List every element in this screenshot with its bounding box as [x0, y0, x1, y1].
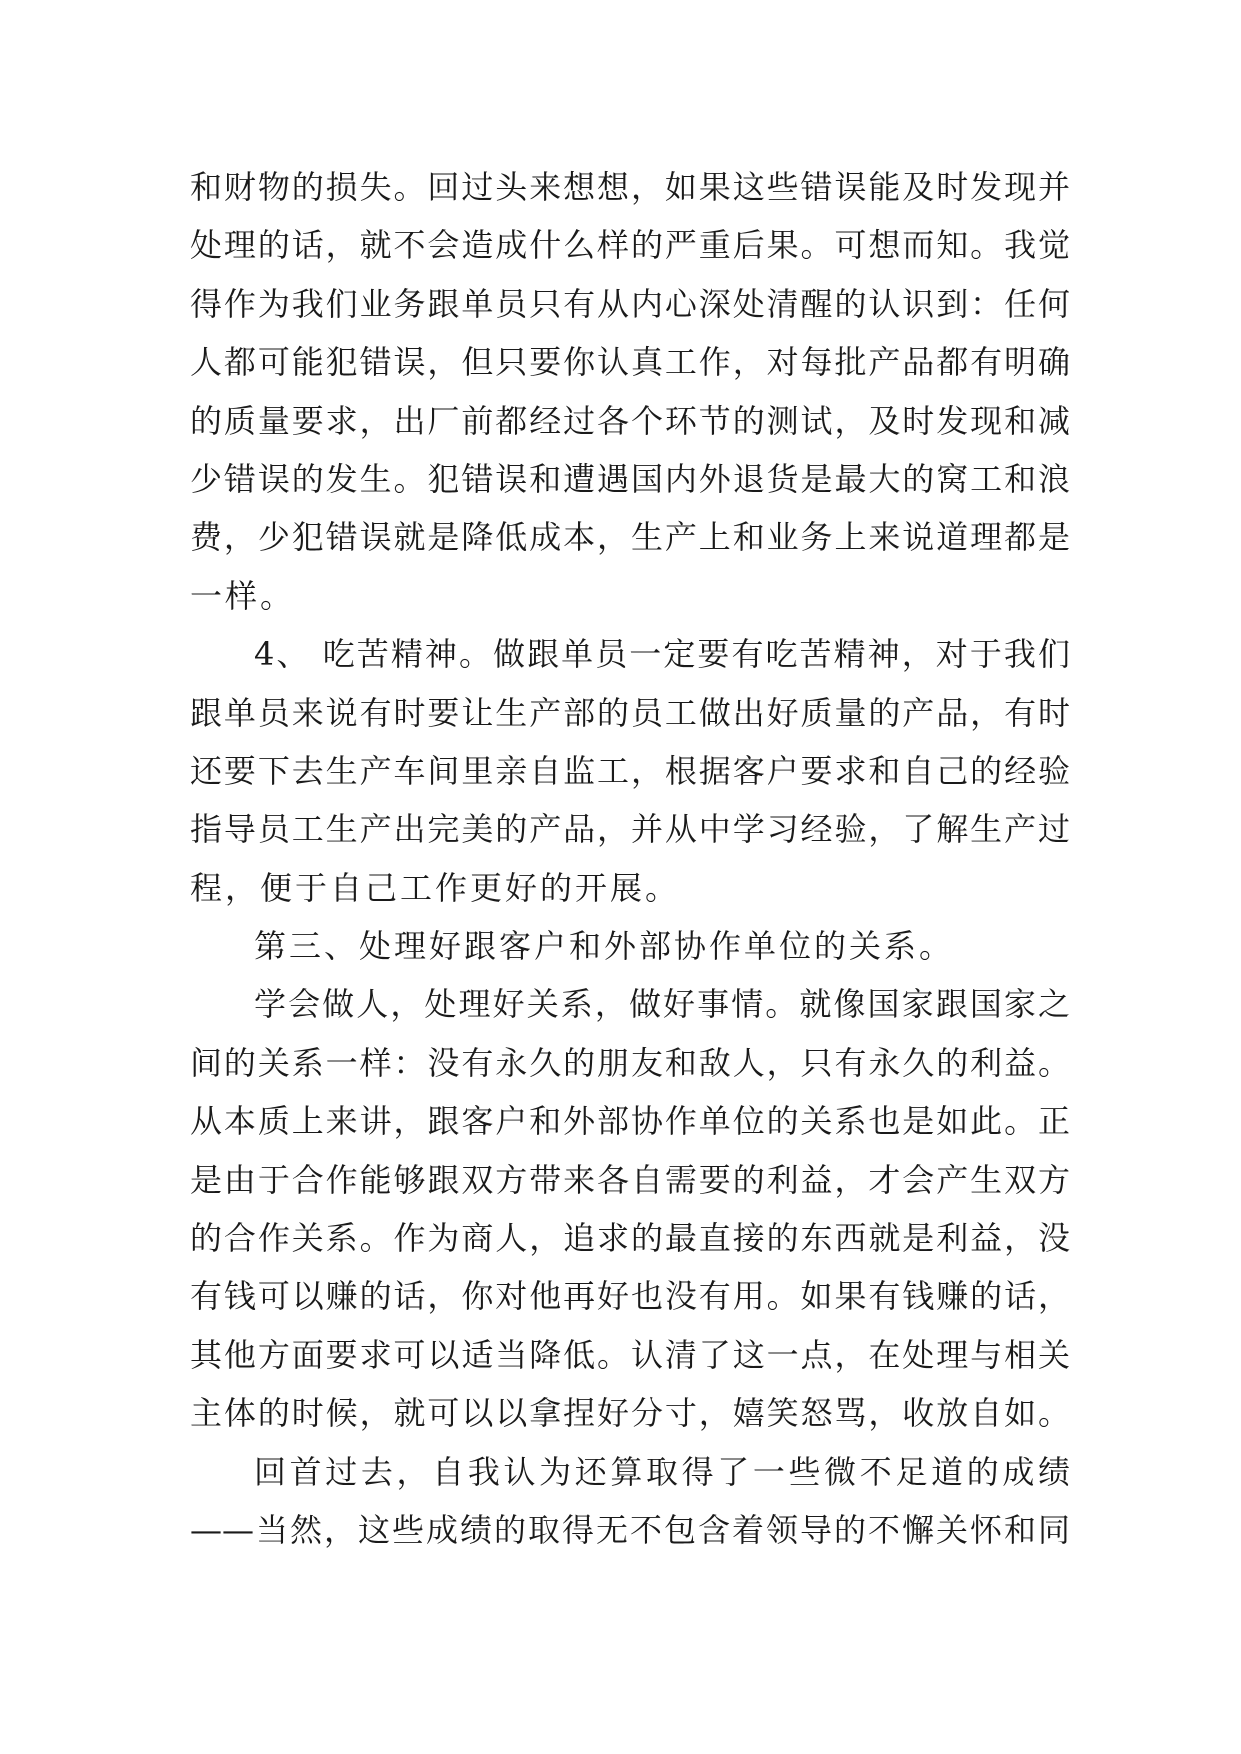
text-line: 得作为我们业务跟单员只有从内心深处清醒的认识到：任何 [190, 284, 1070, 323]
text-line: 指导员工生产出完美的产品，并从中学习经验，了解生产过 [190, 810, 1070, 849]
text-line: 还要下去生产车间里亲自监工，根据客户要求和自己的经验 [190, 751, 1070, 790]
text-line: 从本质上来讲，跟客户和外部协作单位的关系也是如此。正 [190, 1102, 1070, 1141]
text-line: 是由于合作能够跟双方带来各自需要的利益，才会产生双方 [190, 1160, 1070, 1199]
text-line: 一样。 [190, 576, 296, 615]
text-line: 的合作关系。作为商人，追求的最直接的东西就是利益，没 [190, 1219, 1070, 1258]
text-line: 主体的时候，就可以以拿捏好分寸，嬉笑怒骂，收放自如。 [190, 1394, 1070, 1433]
text-line: 学会做人，处理好关系，做好事情。就像国家跟国家之 [254, 985, 1070, 1024]
text-line: 处理的话，就不会造成什么样的严重后果。可想而知。我觉 [190, 226, 1070, 265]
text-line: 的质量要求，出厂前都经过各个环节的测试，及时发现和减 [190, 401, 1070, 440]
text-line: 有钱可以赚的话，你对他再好也没有用。如果有钱赚的话， [190, 1277, 1070, 1316]
text-line: 4、 吃苦精神。做跟单员一定要有吃苦精神，对于我们 [254, 635, 1070, 674]
text-line: 其他方面要求可以适当降低。认清了这一点，在处理与相关 [190, 1335, 1070, 1374]
text-line: 费，少犯错误就是降低成本，生产上和业务上来说道理都是 [190, 518, 1070, 557]
text-line: 间的关系一样：没有永久的朋友和敌人，只有永久的利益。 [190, 1043, 1070, 1082]
text-line: 程，便于自己工作更好的开展。 [190, 868, 681, 907]
text-line: 跟单员来说有时要让生产部的员工做出好质量的产品，有时 [190, 693, 1070, 732]
text-line: 回首过去，自我认为还算取得了一些微不足道的成绩 [254, 1452, 1070, 1491]
section-heading: 第三、处理好跟客户和外部协作单位的关系。 [254, 927, 955, 966]
text-line: ——当然，这些成绩的取得无不包含着领导的不懈关怀和同 [190, 1510, 1070, 1549]
text-line: 人都可能犯错误，但只要你认真工作，对每批产品都有明确 [190, 343, 1070, 382]
body-text [190, 158, 1070, 1559]
text-line: 少错误的发生。犯错误和遭遇国内外退货是最大的窝工和浪 [190, 459, 1070, 498]
text-line: 和财物的损失。回过头来想想，如果这些错误能及时发现并 [190, 168, 1070, 206]
